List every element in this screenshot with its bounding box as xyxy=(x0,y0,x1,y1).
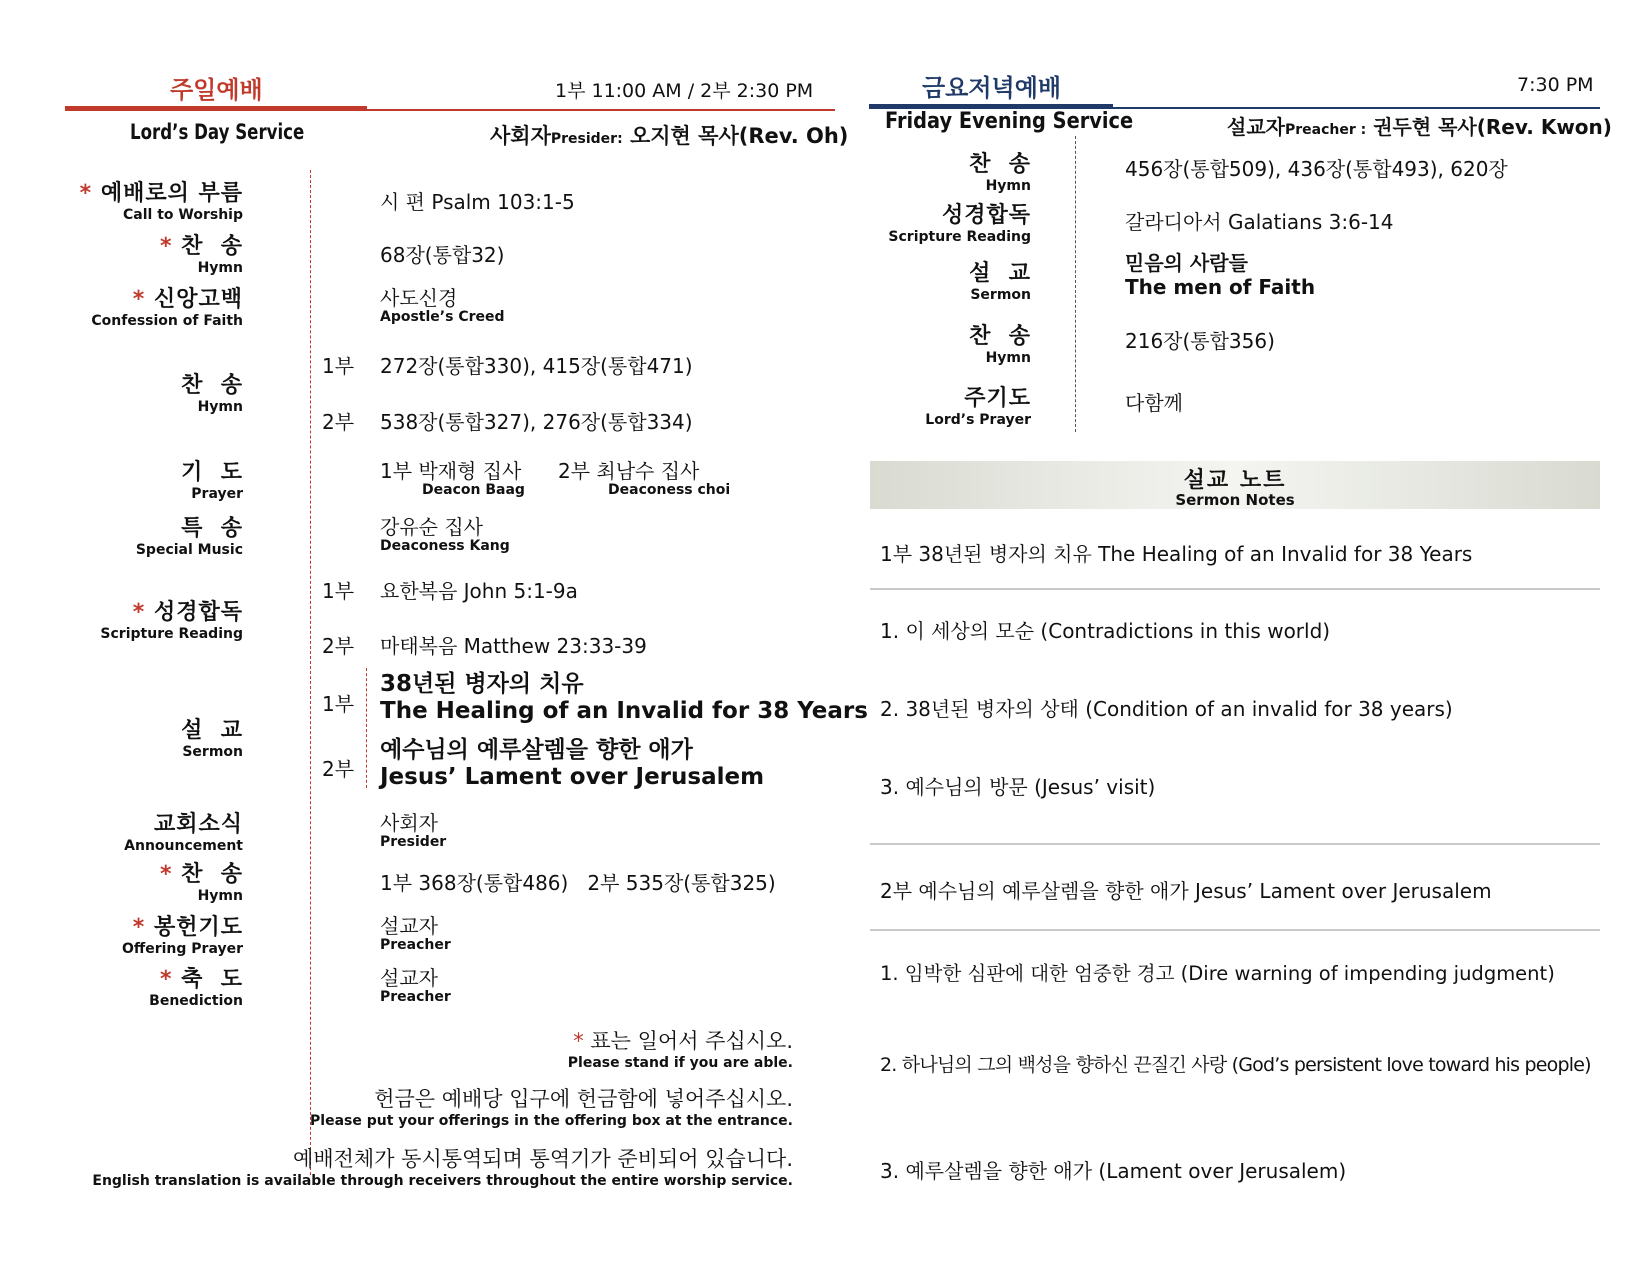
value-hymn-1: 68장(통합32) xyxy=(380,243,505,267)
label-hymn-1: * 찬 송 Hymn xyxy=(159,234,243,276)
label-special-music: 특 송 Special Music xyxy=(135,516,243,558)
part-label: 1부 xyxy=(322,354,355,378)
value-prayer-b: 2부 최남수 집사 Deaconess choi xyxy=(558,459,731,498)
sermon-divider xyxy=(366,668,367,788)
value-hymn-2-part2: 538장(통합327), 276장(통합334) xyxy=(380,410,693,434)
label-offering-prayer: * 봉헌기도 Offering Prayer xyxy=(121,915,243,957)
value-hymn-3: 1부 368장(통합486) 2부 535장(통합325) xyxy=(380,871,776,895)
value-confession: 사도신경 Apostle’s Creed xyxy=(380,286,505,325)
preacher-label-ko: 설교자 xyxy=(1227,115,1285,139)
part-label: 1부 xyxy=(322,692,355,716)
label-hymn-3: * 찬 송 Hymn xyxy=(159,862,243,904)
friday-value-hymn-1: 456장(통합509), 436장(통합493), 620장 xyxy=(1125,157,1508,181)
notes-divider xyxy=(870,588,1600,590)
part-label: 2부 xyxy=(322,410,355,434)
value-scripture-part1: 요한복음 John 5:1-9a xyxy=(380,579,578,603)
sermon-notes-title-ko: 설교 노트 xyxy=(1183,468,1287,493)
note-translation: 예배전체가 동시통역되며 통역기가 준비되어 있습니다. English translation is available through receivers throughout the entire worship service. xyxy=(92,1147,793,1189)
preacher-name: 권두현 목사(Rev. Kwon) xyxy=(1373,115,1612,139)
label-benediction: * 축 도 Benediction xyxy=(149,967,243,1009)
value-offering-prayer: 설교자 Preacher xyxy=(380,914,451,953)
value-call-to-worship: 시 편 Psalm 103:1-5 xyxy=(380,190,575,214)
friday-value-hymn-2: 216장(통합356) xyxy=(1125,329,1275,353)
friday-title-ko: 금요저녁예배 xyxy=(922,74,1062,102)
note-stand: * 표는 일어서 주십시오. Please stand if you are able. xyxy=(567,1029,793,1071)
value-announcement: 사회자 Presider xyxy=(380,811,447,850)
part-label: 2부 xyxy=(322,634,355,658)
friday-divider xyxy=(1075,136,1076,432)
note-offering: 헌금은 예배당 입구에 헌금함에 넣어주십시오. Please put your offerings in the offering box at the entrance. xyxy=(310,1087,793,1129)
friday-value-lords-prayer: 다함께 xyxy=(1125,391,1183,415)
sunday-title-en: Lord’s Day Service xyxy=(130,120,305,144)
value-prayer-a: 1부 박재형 집사 Deacon Baag xyxy=(380,459,525,498)
friday-value-scripture: 갈라디아서 Galatians 3:6-14 xyxy=(1125,210,1394,234)
label-hymn-2: 찬 송 Hymn xyxy=(181,373,243,415)
label-prayer: 기 도 Prayer xyxy=(181,460,243,502)
label-announcement: 교회소식 Announcement xyxy=(124,812,243,854)
label-confession: * 신앙고백 Confession of Faith xyxy=(91,287,243,329)
friday-label-scripture: 성경합독 Scripture Reading xyxy=(888,203,1031,245)
sunday-header-bar-accent xyxy=(65,106,367,111)
part2-point-1: 1. 임박한 심판에 대한 엄중한 경고 (Dire warning of impending judgment) xyxy=(880,962,1555,985)
friday-value-sermon: 믿음의 사람들 The men of Faith xyxy=(1125,251,1316,299)
presider-label-ko: 사회자 xyxy=(490,124,551,148)
part-label: 1부 xyxy=(322,579,355,603)
friday-title-en: Friday Evening Service xyxy=(885,109,1134,134)
sunday-times: 1부 11:00 AM / 2부 2:30 PM xyxy=(555,80,814,102)
part1-title: 1부 38년된 병자의 치유 The Healing of an Invalid for 38 Years xyxy=(880,542,1473,566)
part2-title: 2부 예수님의 예루살렘을 향한 애가 Jesus’ Lament over Jerusalem xyxy=(880,879,1492,903)
sunday-divider xyxy=(310,170,311,1175)
sunday-header-bar-line xyxy=(367,109,835,111)
friday-preacher xyxy=(1227,111,1612,140)
value-special-music: 강유순 집사 Deaconess Kang xyxy=(380,515,510,554)
sunday-title-ko: 주일예배 xyxy=(170,76,263,104)
part1-point-3: 3. 예수님의 방문 (Jesus’ visit) xyxy=(880,775,1156,799)
friday-label-hymn-1: 찬 송 Hymn xyxy=(969,152,1031,194)
friday-label-lords-prayer: 주기도 Lord’s Prayer xyxy=(925,386,1031,428)
presider-name: 오지현 목사(Rev. Oh) xyxy=(629,124,849,148)
label-call-to-worship: * 예배로의 부름 Call to Worship xyxy=(79,181,243,223)
label-sermon: 설 교 Sermon xyxy=(181,718,243,760)
part-label: 2부 xyxy=(322,757,355,781)
friday-label-hymn-2: 찬 송 Hymn xyxy=(969,324,1031,366)
preacher-label-en: Preacher : xyxy=(1284,122,1367,138)
part2-point-3: 3. 예루살렘을 향한 애가 (Lament over Jerusalem) xyxy=(880,1159,1347,1183)
value-benediction: 설교자 Preacher xyxy=(380,966,451,1005)
presider-label-en: Presider: xyxy=(550,131,623,147)
value-hymn-2-part1: 272장(통합330), 415장(통합471) xyxy=(380,354,693,378)
required-star: * xyxy=(79,181,93,206)
sermon-notes-title-en: Sermon Notes xyxy=(1175,491,1295,509)
friday-label-sermon: 설 교 Sermon xyxy=(969,261,1031,303)
notes-divider xyxy=(870,843,1600,845)
sunday-presider xyxy=(490,120,848,150)
part1-point-1: 1. 이 세상의 모순 (Contradictions in this world) xyxy=(880,619,1331,643)
friday-header-bar-line xyxy=(1113,107,1600,109)
part1-point-2: 2. 38년된 병자의 상태 (Condition of an invalid for 38 years) xyxy=(880,697,1453,721)
part2-point-2: 2. 하나님의 그의 백성을 향하신 끈질긴 사랑 (God’s persistent love toward his people) xyxy=(880,1054,1591,1076)
sermon-notes-header xyxy=(870,461,1600,509)
friday-time: 7:30 PM xyxy=(1517,74,1594,96)
value-sermon-part2: 예수님의 예루살렘을 향한 애가 Jesus’ Lament over Jerusalem xyxy=(380,737,765,790)
value-sermon-part1: 38년된 병자의 치유 The Healing of an Invalid for 38 Years xyxy=(380,671,868,724)
value-scripture-part2: 마태복음 Matthew 23:33-39 xyxy=(380,634,647,658)
notes-divider xyxy=(870,929,1600,931)
label-scripture: * 성경합독 Scripture Reading xyxy=(100,600,243,642)
